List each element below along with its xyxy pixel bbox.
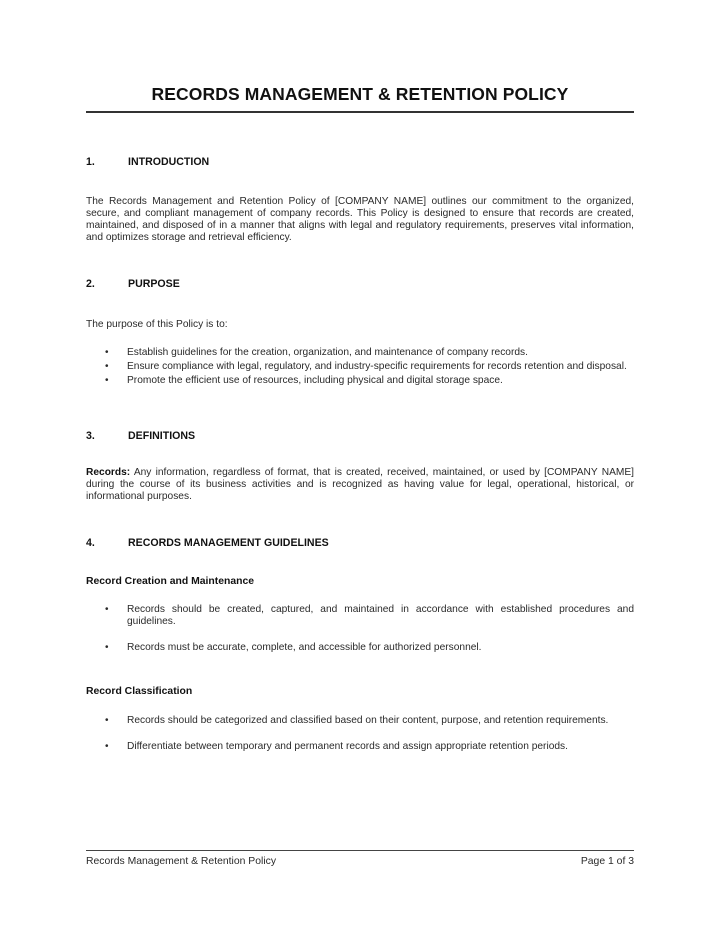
bullet-icon: • [105, 740, 109, 752]
bullet-icon: • [105, 347, 109, 358]
list-item [86, 642, 634, 654]
list-item-text: Records must be accurate, complete, and accessible for authorized personnel. [127, 641, 482, 653]
classification-list [86, 715, 634, 767]
bullet-icon: • [105, 715, 109, 726]
list-item [86, 347, 634, 359]
list-item [86, 604, 634, 628]
section-title: INTRODUCTION [128, 156, 210, 168]
purpose-list [86, 347, 634, 389]
section-number: 2. [86, 278, 95, 290]
footer-divider [86, 850, 634, 851]
list-item [86, 715, 634, 727]
definition-records [86, 467, 634, 503]
section-title: RECORDS MANAGEMENT GUIDELINES [128, 537, 329, 549]
section-number: 4. [86, 537, 95, 549]
introduction-paragraph: The Records Management and Retention Policy of [COMPANY NAME] outlines our commitment to the organized, secure, and compliant management of company records. This Policy is designed to ensure that records are created, maintained, and disposed of in a manner that aligns with legal and regulatory requirements, preserves vital information, and optimizes storage and retrieval efficiency. [86, 196, 634, 243]
list-item [86, 361, 634, 373]
subheading-record-classification: Record Classification [86, 686, 193, 697]
bullet-icon: • [105, 360, 109, 372]
section-title: DEFINITIONS [128, 430, 196, 442]
list-item-text: Differentiate between temporary and permanent records and assign appropriate retention periods. [127, 740, 568, 752]
purpose-lead: The purpose of this Policy is to: [86, 319, 228, 330]
subheading-record-creation: Record Creation and Maintenance [86, 576, 255, 587]
document-title: RECORDS MANAGEMENT & RETENTION POLICY [151, 84, 569, 104]
section-number: 3. [86, 430, 95, 442]
bullet-icon: • [105, 641, 109, 653]
creation-list [86, 604, 634, 668]
section-number: 1. [86, 156, 95, 168]
section-title: PURPOSE [128, 278, 180, 290]
bullet-icon: • [105, 374, 109, 386]
footer-page-number: Page 1 of 3 [580, 856, 634, 867]
definition-text: Any information, regardless of format, that is created, received, maintained, or used by [COMPANY NAME] during the course of its business activities and is recognized as having value for legal, operational, historical, or informational purposes. [86, 467, 634, 502]
footer-document-name: Records Management & Retention Policy [86, 856, 277, 867]
definition-term: Records: [86, 467, 131, 478]
list-item-text: Promote the efficient use of resources, including physical and digital storage space. [127, 374, 503, 386]
list-item [86, 741, 634, 753]
bullet-icon: • [105, 604, 109, 615]
list-item [86, 375, 634, 387]
list-item-text: Establish guidelines for the creation, organization, and maintenance of company records. [127, 347, 528, 358]
title-divider [86, 111, 634, 113]
list-item-text: Ensure compliance with legal, regulatory, and industry-specific requirements for records retention and disposal. [127, 360, 627, 372]
list-item-text: Records should be categorized and classified based on their content, purpose, and retention requirements. [127, 715, 609, 726]
list-item-text: Records should be created, captured, and maintained in accordance with established procedures and guidelines. [127, 604, 634, 627]
